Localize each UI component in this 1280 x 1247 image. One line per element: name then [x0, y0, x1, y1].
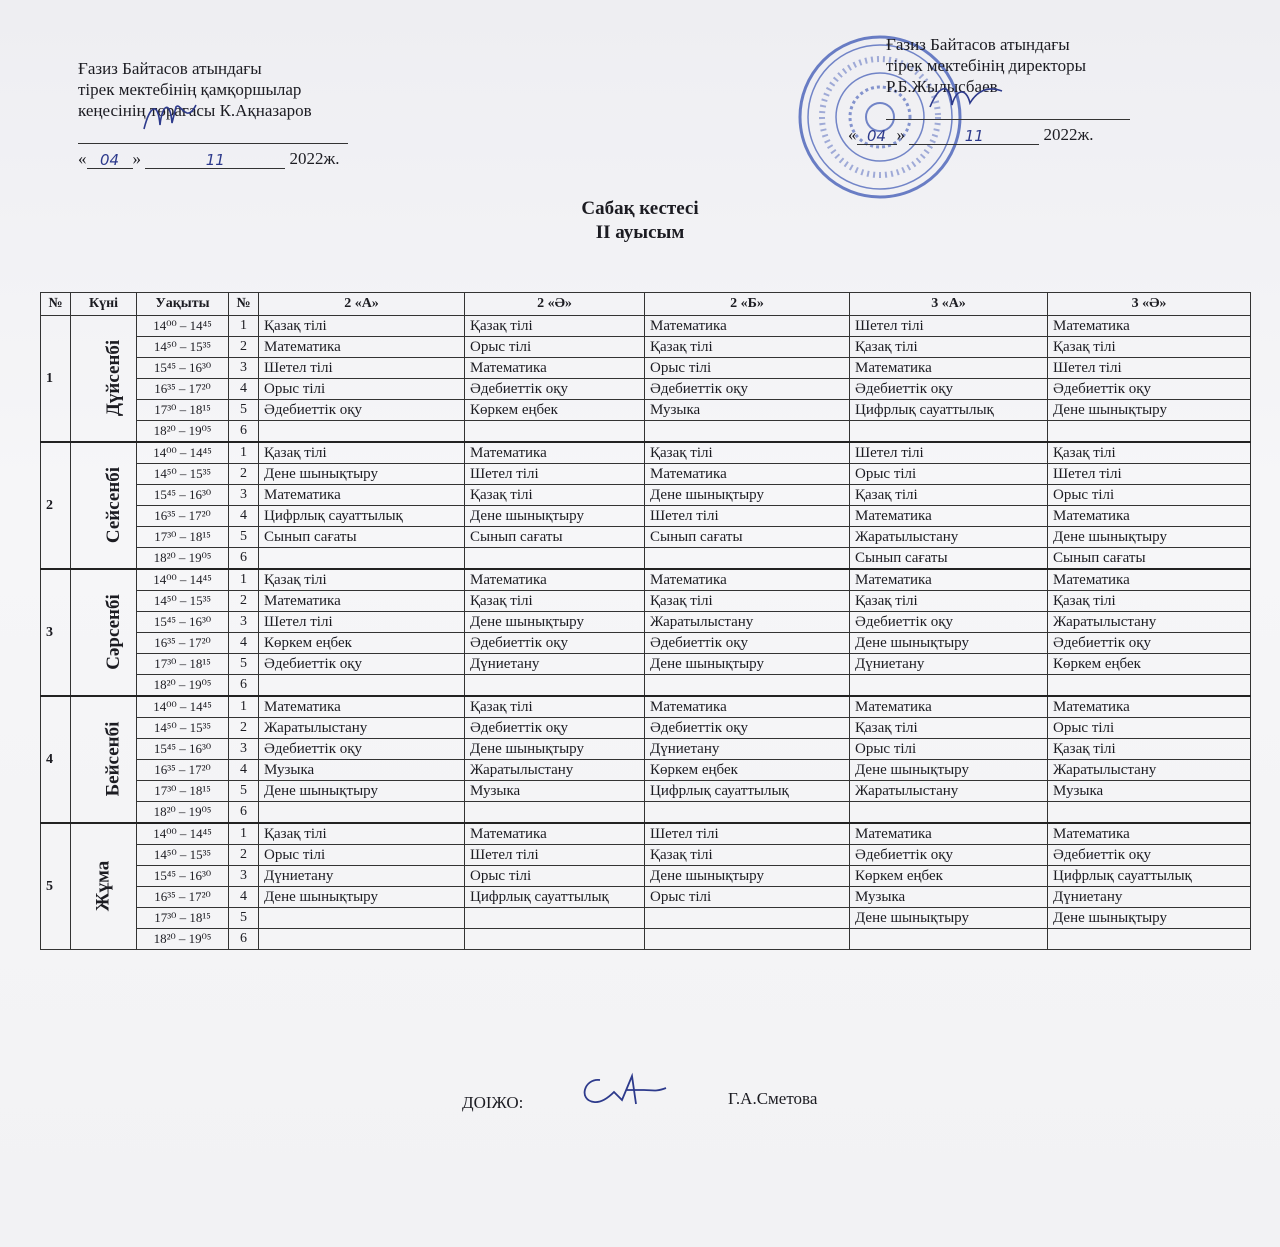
lesson-number: 2: [229, 464, 259, 485]
lesson-cell: Дене шынықтыру: [850, 908, 1048, 929]
lesson-cell: Цифрлық сауаттылық: [645, 781, 850, 802]
day-number: 2: [41, 442, 71, 569]
lesson-cell: Әдебиеттік оқу: [465, 379, 645, 400]
lesson-cell: Математика: [850, 569, 1048, 591]
lesson-cell: Дене шынықтыру: [465, 506, 645, 527]
approval-left-year: 2022ж.: [289, 149, 340, 168]
lesson-number: 2: [229, 337, 259, 358]
lesson-time: 18²⁰ – 19⁰⁵: [137, 929, 229, 950]
lesson-cell: Математика: [465, 823, 645, 845]
table-row: [41, 421, 1251, 443]
lesson-cell: Цифрлық сауаттылық: [850, 400, 1048, 421]
page-title: Сабақ кестесі: [581, 198, 699, 219]
approval-right-year: 2022ж.: [1043, 125, 1094, 144]
table-row: [41, 908, 1251, 929]
header-cell: 2 «Б»: [645, 293, 850, 316]
day-number: 1: [41, 316, 71, 443]
lesson-cell: Жаратылыстану: [645, 612, 850, 633]
lesson-time: 16³⁵ – 17²⁰: [137, 887, 229, 908]
lesson-time: 17³⁰ – 18¹⁵: [137, 908, 229, 929]
lesson-cell: Жаратылыстану: [1048, 760, 1251, 781]
lesson-cell: Дүниетану: [1048, 887, 1251, 908]
lesson-number: 5: [229, 654, 259, 675]
header-cell: №: [41, 293, 71, 316]
lesson-time: 14⁵⁰ – 15³⁵: [137, 464, 229, 485]
lesson-cell: Әдебиеттік оқу: [850, 612, 1048, 633]
lesson-cell: Шетел тілі: [645, 506, 850, 527]
lesson-cell: Дене шынықтыру: [259, 887, 465, 908]
approval-right-day: 04: [857, 128, 897, 145]
lesson-cell: [850, 802, 1048, 824]
table-row: [41, 845, 1251, 866]
lesson-cell: Қазақ тілі: [259, 442, 465, 464]
lesson-cell: [645, 929, 850, 950]
approval-block-right: [848, 34, 1226, 145]
lesson-time: 14⁵⁰ – 15³⁵: [137, 718, 229, 739]
lesson-number: 6: [229, 421, 259, 443]
lesson-cell: Орыс тілі: [259, 379, 465, 400]
day-number: 4: [41, 696, 71, 823]
lesson-number: 2: [229, 591, 259, 612]
lesson-cell: [645, 908, 850, 929]
lesson-cell: [1048, 802, 1251, 824]
lesson-cell: Әдебиеттік оқу: [465, 633, 645, 654]
day-name-cell: [71, 316, 137, 443]
lesson-cell: [259, 548, 465, 570]
lesson-cell: Қазақ тілі: [645, 591, 850, 612]
lesson-cell: [850, 421, 1048, 443]
lesson-time: 15⁴⁵ – 16³⁰: [137, 739, 229, 760]
lesson-cell: Қазақ тілі: [850, 485, 1048, 506]
approval-left-signature-line: [78, 125, 348, 144]
lesson-cell: Шетел тілі: [1048, 358, 1251, 379]
lesson-number: 1: [229, 569, 259, 591]
header-cell: 2 «Ә»: [465, 293, 645, 316]
table-row: [41, 760, 1251, 781]
lesson-cell: Қазақ тілі: [645, 442, 850, 464]
lesson-cell: Дүниетану: [259, 866, 465, 887]
lesson-cell: Дене шынықтыру: [645, 654, 850, 675]
lesson-cell: Музыка: [465, 781, 645, 802]
lesson-cell: Әдебиеттік оқу: [1048, 845, 1251, 866]
table-row: [41, 379, 1251, 400]
lesson-number: 1: [229, 442, 259, 464]
table-row: [41, 569, 1251, 591]
lesson-cell: Музыка: [1048, 781, 1251, 802]
lesson-time: 16³⁵ – 17²⁰: [137, 633, 229, 654]
lesson-number: 5: [229, 781, 259, 802]
lesson-cell: Жаратылыстану: [850, 527, 1048, 548]
lesson-cell: [1048, 675, 1251, 697]
lesson-cell: Математика: [259, 696, 465, 718]
lesson-cell: Шетел тілі: [645, 823, 850, 845]
lesson-cell: Дене шынықтыру: [850, 760, 1048, 781]
lesson-number: 5: [229, 527, 259, 548]
lesson-cell: Музыка: [645, 400, 850, 421]
lesson-cell: Дене шынықтыру: [465, 612, 645, 633]
lesson-time: 15⁴⁵ – 16³⁰: [137, 612, 229, 633]
lesson-time: 14⁰⁰ – 14⁴⁵: [137, 823, 229, 845]
lesson-cell: Дүниетану: [465, 654, 645, 675]
header-cell: Уақыты: [137, 293, 229, 316]
approval-right-line1: Ғазиз Байтасов атындағы: [886, 35, 1070, 54]
table-row: [41, 506, 1251, 527]
lesson-cell: Қазақ тілі: [1048, 591, 1251, 612]
table-row: [41, 823, 1251, 845]
lesson-cell: Математика: [1048, 569, 1251, 591]
lesson-cell: [465, 675, 645, 697]
header-cell: 3 «Ә»: [1048, 293, 1251, 316]
quote-close: »: [896, 125, 905, 144]
table-row: [41, 358, 1251, 379]
lesson-number: 3: [229, 866, 259, 887]
lesson-number: 1: [229, 696, 259, 718]
lesson-time: 14⁵⁰ – 15³⁵: [137, 845, 229, 866]
table-row: [41, 527, 1251, 548]
header-cell: Күні: [71, 293, 137, 316]
lesson-cell: Жаратылыстану: [465, 760, 645, 781]
lesson-cell: Цифрлық сауаттылық: [465, 887, 645, 908]
lesson-cell: Дене шынықтыру: [259, 464, 465, 485]
lesson-cell: [850, 929, 1048, 950]
approval-right-month: 11: [909, 128, 1039, 145]
page-subtitle: II ауысым: [595, 222, 685, 243]
lesson-cell: Көркем еңбек: [850, 866, 1048, 887]
lesson-time: 17³⁰ – 18¹⁵: [137, 400, 229, 421]
approval-left-date: [78, 148, 408, 169]
lesson-cell: [259, 929, 465, 950]
lesson-cell: Әдебиеттік оқу: [465, 718, 645, 739]
lesson-time: 16³⁵ – 17²⁰: [137, 760, 229, 781]
lesson-time: 16³⁵ – 17²⁰: [137, 506, 229, 527]
lesson-cell: Әдебиеттік оқу: [645, 718, 850, 739]
table-row: [41, 485, 1251, 506]
lesson-cell: Сынып сағаты: [850, 548, 1048, 570]
lesson-cell: Орыс тілі: [850, 739, 1048, 760]
lesson-cell: [465, 421, 645, 443]
lesson-cell: Дүниетану: [645, 739, 850, 760]
lesson-cell: Музыка: [259, 760, 465, 781]
lesson-cell: Қазақ тілі: [465, 591, 645, 612]
lesson-cell: Математика: [850, 358, 1048, 379]
day-name: Бейсенбі: [102, 721, 124, 797]
table-row: [41, 442, 1251, 464]
lesson-number: 4: [229, 379, 259, 400]
day-name: Жұма: [92, 860, 114, 912]
table-row: [41, 739, 1251, 760]
lesson-cell: Дүниетану: [850, 654, 1048, 675]
lesson-time: 18²⁰ – 19⁰⁵: [137, 675, 229, 697]
lesson-cell: Қазақ тілі: [850, 337, 1048, 358]
footer-name: Г.А.Сметова: [728, 1089, 818, 1108]
lesson-number: 3: [229, 739, 259, 760]
lesson-cell: Қазақ тілі: [259, 316, 465, 337]
lesson-cell: Цифрлық сауаттылық: [1048, 866, 1251, 887]
lesson-cell: Әдебиеттік оқу: [1048, 379, 1251, 400]
day-name: Дүйсенбі: [103, 339, 125, 417]
lesson-cell: Шетел тілі: [850, 316, 1048, 337]
lesson-cell: Көркем еңбек: [465, 400, 645, 421]
table-row: [41, 866, 1251, 887]
schedule-table: [40, 292, 1251, 950]
approval-right-line2: тірек мектебінің директоры: [886, 56, 1087, 75]
lesson-cell: Жаратылыстану: [259, 718, 465, 739]
lesson-number: 5: [229, 400, 259, 421]
lesson-cell: Шетел тілі: [259, 612, 465, 633]
table-row: [41, 781, 1251, 802]
day-number: 5: [41, 823, 71, 950]
lesson-cell: Шетел тілі: [850, 442, 1048, 464]
lesson-cell: Математика: [850, 823, 1048, 845]
approval-block-left: [78, 58, 408, 169]
lesson-number: 2: [229, 845, 259, 866]
lesson-cell: Математика: [1048, 823, 1251, 845]
lesson-cell: Сынып сағаты: [645, 527, 850, 548]
lesson-time: 14⁰⁰ – 14⁴⁵: [137, 316, 229, 337]
lesson-number: 4: [229, 506, 259, 527]
lesson-time: 14⁰⁰ – 14⁴⁵: [137, 696, 229, 718]
lesson-cell: [645, 548, 850, 570]
lesson-cell: Дене шынықтыру: [1048, 400, 1251, 421]
lesson-cell: Қазақ тілі: [1048, 337, 1251, 358]
table-row: [41, 887, 1251, 908]
day-number: 3: [41, 569, 71, 696]
lesson-number: 1: [229, 823, 259, 845]
lesson-time: 14⁰⁰ – 14⁴⁵: [137, 569, 229, 591]
lesson-cell: Математика: [465, 569, 645, 591]
table-row: [41, 316, 1251, 337]
lesson-time: 14⁵⁰ – 15³⁵: [137, 337, 229, 358]
lesson-cell: Қазақ тілі: [850, 718, 1048, 739]
lesson-cell: [259, 675, 465, 697]
quote-open: «: [848, 125, 857, 144]
lesson-cell: Қазақ тілі: [259, 823, 465, 845]
lesson-time: 17³⁰ – 18¹⁵: [137, 527, 229, 548]
approval-left-line1: Ғазиз Байтасов атындағы: [78, 59, 262, 78]
lesson-cell: Орыс тілі: [465, 866, 645, 887]
lesson-cell: Қазақ тілі: [850, 591, 1048, 612]
table-header-row: [41, 293, 1251, 316]
signature-left: [140, 95, 200, 135]
lesson-cell: Шетел тілі: [465, 845, 645, 866]
lesson-cell: [259, 802, 465, 824]
table-row: [41, 929, 1251, 950]
lesson-time: 18²⁰ – 19⁰⁵: [137, 548, 229, 570]
footer-signature: [572, 1070, 682, 1114]
lesson-cell: [645, 675, 850, 697]
lesson-cell: Қазақ тілі: [259, 569, 465, 591]
header-cell: 2 «А»: [259, 293, 465, 316]
table-row: [41, 802, 1251, 824]
lesson-cell: Шетел тілі: [1048, 464, 1251, 485]
lesson-cell: Математика: [645, 696, 850, 718]
approval-right-signature-line: [886, 101, 1130, 120]
approval-left-line2: тірек мектебінің қамқоршылар: [78, 80, 302, 99]
lesson-number: 6: [229, 675, 259, 697]
signature-right: [926, 77, 1006, 117]
lesson-cell: Қазақ тілі: [465, 485, 645, 506]
footer-label: ДОІЖО:: [462, 1093, 524, 1112]
lesson-cell: [645, 802, 850, 824]
lesson-cell: Математика: [1048, 506, 1251, 527]
lesson-cell: [465, 548, 645, 570]
lesson-time: 18²⁰ – 19⁰⁵: [137, 421, 229, 443]
lesson-cell: Дене шынықтыру: [1048, 527, 1251, 548]
lesson-cell: Әдебиеттік оқу: [850, 845, 1048, 866]
lesson-time: 15⁴⁵ – 16³⁰: [137, 866, 229, 887]
lesson-cell: Математика: [465, 358, 645, 379]
table-row: [41, 696, 1251, 718]
table-row: [41, 548, 1251, 570]
lesson-cell: [850, 675, 1048, 697]
lesson-number: 4: [229, 633, 259, 654]
lesson-cell: Дене шынықтыру: [1048, 908, 1251, 929]
lesson-cell: Әдебиеттік оқу: [259, 739, 465, 760]
lesson-cell: Математика: [1048, 696, 1251, 718]
lesson-cell: Дене шынықтыру: [850, 633, 1048, 654]
approval-right-line3: Р.Б.Жылысбаев: [886, 77, 998, 96]
lesson-cell: Математика: [850, 506, 1048, 527]
lesson-cell: Қазақ тілі: [645, 845, 850, 866]
header-cell: №: [229, 293, 259, 316]
lesson-cell: Қазақ тілі: [645, 337, 850, 358]
lesson-cell: Қазақ тілі: [465, 316, 645, 337]
lesson-cell: Орыс тілі: [465, 337, 645, 358]
lesson-cell: Көркем еңбек: [645, 760, 850, 781]
lesson-cell: Дене шынықтыру: [645, 866, 850, 887]
lesson-cell: Музыка: [850, 887, 1048, 908]
lesson-cell: Әдебиеттік оқу: [259, 400, 465, 421]
lesson-cell: Орыс тілі: [1048, 485, 1251, 506]
lesson-cell: Сынып сағаты: [465, 527, 645, 548]
lesson-cell: Математика: [465, 442, 645, 464]
lesson-cell: Сынып сағаты: [259, 527, 465, 548]
lesson-cell: Жаратылыстану: [850, 781, 1048, 802]
lesson-number: 6: [229, 548, 259, 570]
approval-left-day: 04: [87, 152, 133, 169]
day-name-cell: [71, 442, 137, 569]
table-row: [41, 633, 1251, 654]
lesson-time: 15⁴⁵ – 16³⁰: [137, 358, 229, 379]
lesson-cell: Жаратылыстану: [1048, 612, 1251, 633]
lesson-cell: Көркем еңбек: [259, 633, 465, 654]
lesson-cell: Қазақ тілі: [1048, 442, 1251, 464]
lesson-number: 6: [229, 802, 259, 824]
lesson-cell: Қазақ тілі: [1048, 739, 1251, 760]
lesson-cell: Математика: [645, 569, 850, 591]
lesson-cell: Әдебиеттік оқу: [645, 379, 850, 400]
approval-left-line3: кеңесінің төрағасы К.Ақназаров: [78, 101, 312, 120]
lesson-number: 6: [229, 929, 259, 950]
lesson-cell: Математика: [1048, 316, 1251, 337]
lesson-cell: [1048, 929, 1251, 950]
lesson-number: 2: [229, 718, 259, 739]
lesson-cell: Орыс тілі: [850, 464, 1048, 485]
table-row: [41, 675, 1251, 697]
quote-close: »: [132, 149, 141, 168]
lesson-cell: [465, 802, 645, 824]
lesson-cell: Математика: [645, 464, 850, 485]
lesson-cell: [1048, 421, 1251, 443]
lesson-cell: Математика: [259, 337, 465, 358]
lesson-cell: [465, 929, 645, 950]
lesson-time: 14⁰⁰ – 14⁴⁵: [137, 442, 229, 464]
lesson-number: 3: [229, 485, 259, 506]
header-cell: 3 «А»: [850, 293, 1048, 316]
lesson-cell: [259, 908, 465, 929]
table-row: [41, 591, 1251, 612]
lesson-cell: Шетел тілі: [465, 464, 645, 485]
approval-right-date: [848, 124, 1226, 145]
day-name-cell: [71, 823, 137, 950]
lesson-time: 16³⁵ – 17²⁰: [137, 379, 229, 400]
lesson-cell: [465, 908, 645, 929]
lesson-number: 4: [229, 887, 259, 908]
lesson-cell: Дене шынықтыру: [465, 739, 645, 760]
table-row: [41, 400, 1251, 421]
table-row: [41, 654, 1251, 675]
lesson-time: 14⁵⁰ – 15³⁵: [137, 591, 229, 612]
lesson-number: 4: [229, 760, 259, 781]
day-name-cell: [71, 569, 137, 696]
lesson-cell: [259, 421, 465, 443]
approval-left-month: 11: [145, 152, 285, 169]
quote-open: «: [78, 149, 87, 168]
table-row: [41, 337, 1251, 358]
table-row: [41, 464, 1251, 485]
lesson-cell: Цифрлық сауаттылық: [259, 506, 465, 527]
day-name: Сейсенбі: [103, 466, 125, 544]
lesson-cell: Математика: [259, 591, 465, 612]
lesson-cell: Дене шынықтыру: [259, 781, 465, 802]
lesson-cell: Әдебиеттік оқу: [1048, 633, 1251, 654]
lesson-cell: Әдебиеттік оқу: [259, 654, 465, 675]
lesson-cell: Математика: [645, 316, 850, 337]
lesson-cell: Математика: [259, 485, 465, 506]
table-row: [41, 612, 1251, 633]
lesson-time: 17³⁰ – 18¹⁵: [137, 781, 229, 802]
lesson-number: 3: [229, 358, 259, 379]
table-row: [41, 718, 1251, 739]
lesson-cell: Орыс тілі: [1048, 718, 1251, 739]
lesson-cell: Әдебиеттік оқу: [645, 633, 850, 654]
day-name: Сәрсенбі: [102, 594, 124, 670]
lesson-cell: Қазақ тілі: [465, 696, 645, 718]
lesson-cell: Дене шынықтыру: [645, 485, 850, 506]
lesson-cell: Көркем еңбек: [1048, 654, 1251, 675]
day-name-cell: [71, 696, 137, 823]
lesson-time: 17³⁰ – 18¹⁵: [137, 654, 229, 675]
lesson-cell: Математика: [850, 696, 1048, 718]
lesson-time: 18²⁰ – 19⁰⁵: [137, 802, 229, 824]
lesson-number: 3: [229, 612, 259, 633]
lesson-cell: Сынып сағаты: [1048, 548, 1251, 570]
lesson-number: 1: [229, 316, 259, 337]
lesson-cell: Орыс тілі: [259, 845, 465, 866]
lesson-number: 5: [229, 908, 259, 929]
lesson-cell: Орыс тілі: [645, 887, 850, 908]
lesson-cell: Шетел тілі: [259, 358, 465, 379]
lesson-cell: Әдебиеттік оқу: [850, 379, 1048, 400]
schedule-body: [41, 316, 1251, 950]
lesson-cell: Орыс тілі: [645, 358, 850, 379]
lesson-time: 15⁴⁵ – 16³⁰: [137, 485, 229, 506]
lesson-cell: [645, 421, 850, 443]
